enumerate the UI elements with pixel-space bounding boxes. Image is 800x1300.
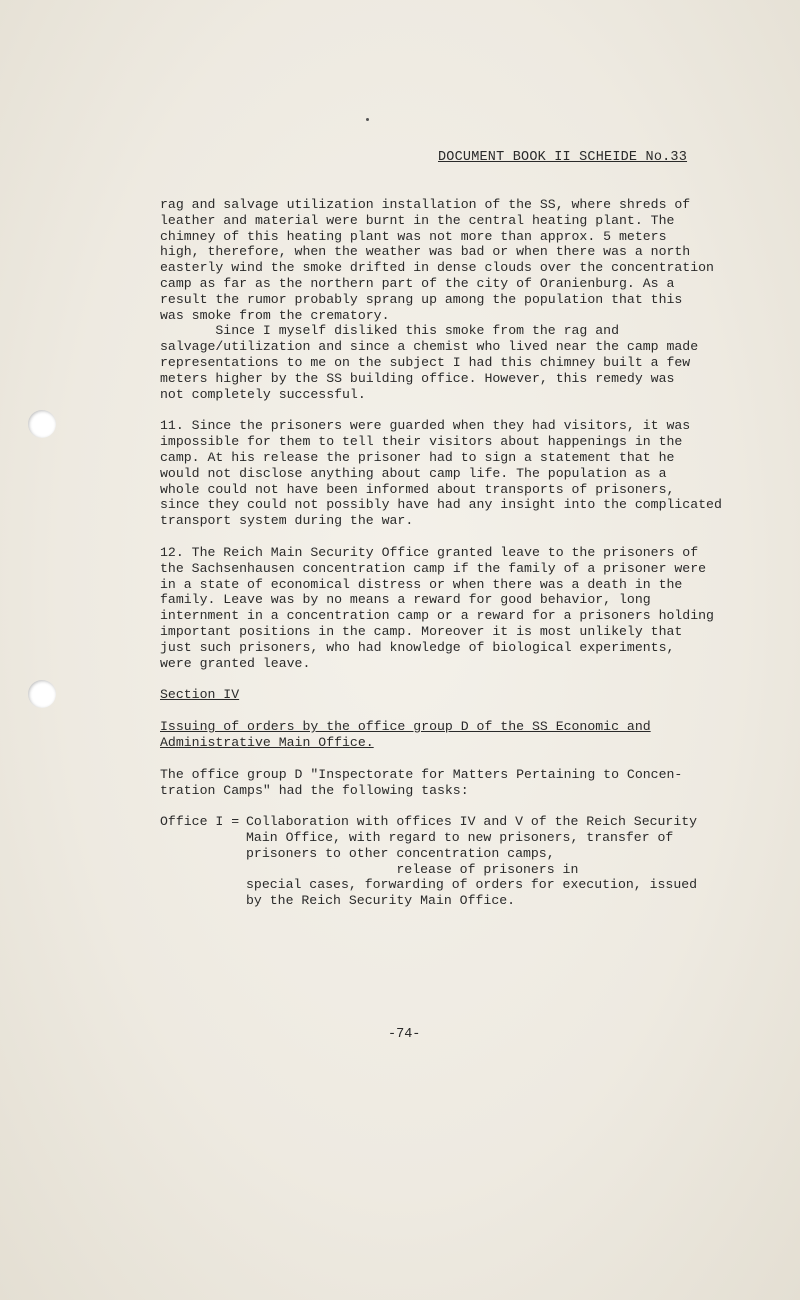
text-line: prisoners to other concentration camps, xyxy=(246,845,555,861)
text-line: chimney of this heating plant was not more than approx. 5 meters xyxy=(160,228,667,244)
office-description xyxy=(246,814,760,909)
text-line: since they could not possibly have had any insight into the complicated xyxy=(160,497,722,513)
text-line: rag and salvage utilization installation of the SS, where shreds of xyxy=(160,197,691,212)
text-line: salvage/utilization and since a chemist who lived near the camp made xyxy=(160,339,699,355)
paragraph-office-group xyxy=(160,767,760,799)
text-line: representations to me on the subject I had this chimney built a few xyxy=(160,354,691,370)
punch-hole-upper xyxy=(28,410,56,438)
text-line: Main Office, with regard to new prisoners, transfer of xyxy=(246,830,674,846)
text-line: release of prisoners in xyxy=(246,861,579,877)
page-number: -74- xyxy=(388,1027,421,1042)
issuing-heading xyxy=(160,719,760,751)
punch-hole-lower xyxy=(28,680,56,708)
paper-speck xyxy=(366,118,369,121)
text-line: result the rumor probably sprang up among the population that this xyxy=(160,291,683,307)
text-line: camp. At his release the prisoner had to sign a statement that he xyxy=(160,449,675,465)
text-line: 12. The Reich Main Security Office granted leave to the prisoners of xyxy=(160,544,699,560)
text-line: Collaboration with offices IV and V of the Reich Security xyxy=(246,814,698,830)
section-heading: Section IV xyxy=(160,687,240,703)
paragraph-chimney xyxy=(160,323,760,402)
text-line: meters higher by the SS building office. However, this remedy was xyxy=(160,370,675,386)
text-line: whole could not have been informed about transports of prisoners, xyxy=(160,481,675,497)
text-line: just such prisoners, who had knowledge of biological experiments, xyxy=(160,639,675,655)
text-line: the Sachsenhausen concentration camp if the family of a prisoner were xyxy=(160,560,707,576)
heading-line: Administrative Main Office. xyxy=(160,734,374,750)
paragraph-11 xyxy=(160,418,760,529)
text-line: were granted leave. xyxy=(160,655,311,671)
text-line: high, therefore, when the weather was bad or when there was a north xyxy=(160,244,691,260)
text-line: special cases, forwarding of orders for execution, issued xyxy=(246,877,698,893)
office-label: Office I = xyxy=(160,814,240,830)
heading-line: Issuing of orders by the office group D of the SS Economic and xyxy=(160,719,651,735)
text-line: family. Leave was by no means a reward for good behavior, long xyxy=(160,592,651,608)
paragraph-smoke xyxy=(160,197,760,323)
document-body xyxy=(160,197,760,909)
text-line: was smoke from the crematory. xyxy=(160,307,390,323)
text-line: by the Reich Security Main Office. xyxy=(246,893,516,909)
text-line: 11. Since the prisoners were guarded when they had visitors, it was xyxy=(160,418,691,434)
text-line: in a state of economical distress or when there was a death in the xyxy=(160,576,683,592)
text-line: would not disclose anything about camp life. The population as a xyxy=(160,465,667,481)
paragraph-12 xyxy=(160,545,760,671)
text-line: internment in a concentration camp or a reward for a prisoners holding xyxy=(160,608,714,624)
office-entry xyxy=(160,814,760,909)
text-line: tration Camps" had the following tasks: xyxy=(160,782,469,798)
text-line: not completely successful. xyxy=(160,386,366,402)
text-line: important positions in the camp. Moreover it is most unlikely that xyxy=(160,623,683,639)
text-line: Since I myself disliked this smoke from the rag and xyxy=(160,323,619,339)
text-line: leather and material were burnt in the central heating plant. The xyxy=(160,212,675,228)
text-line: easterly wind the smoke drifted in dense clouds over the concentration xyxy=(160,260,714,276)
document-header: DOCUMENT BOOK II SCHEIDE No.33 xyxy=(438,150,688,165)
text-line: impossible for them to tell their visitors about happenings in the xyxy=(160,434,683,450)
text-line: transport system during the war. xyxy=(160,513,414,529)
text-line: camp as far as the northern part of the city of Oranienburg. As a xyxy=(160,275,675,291)
text-line: The office group D "Inspectorate for Matters Pertaining to Concen- xyxy=(160,766,683,782)
